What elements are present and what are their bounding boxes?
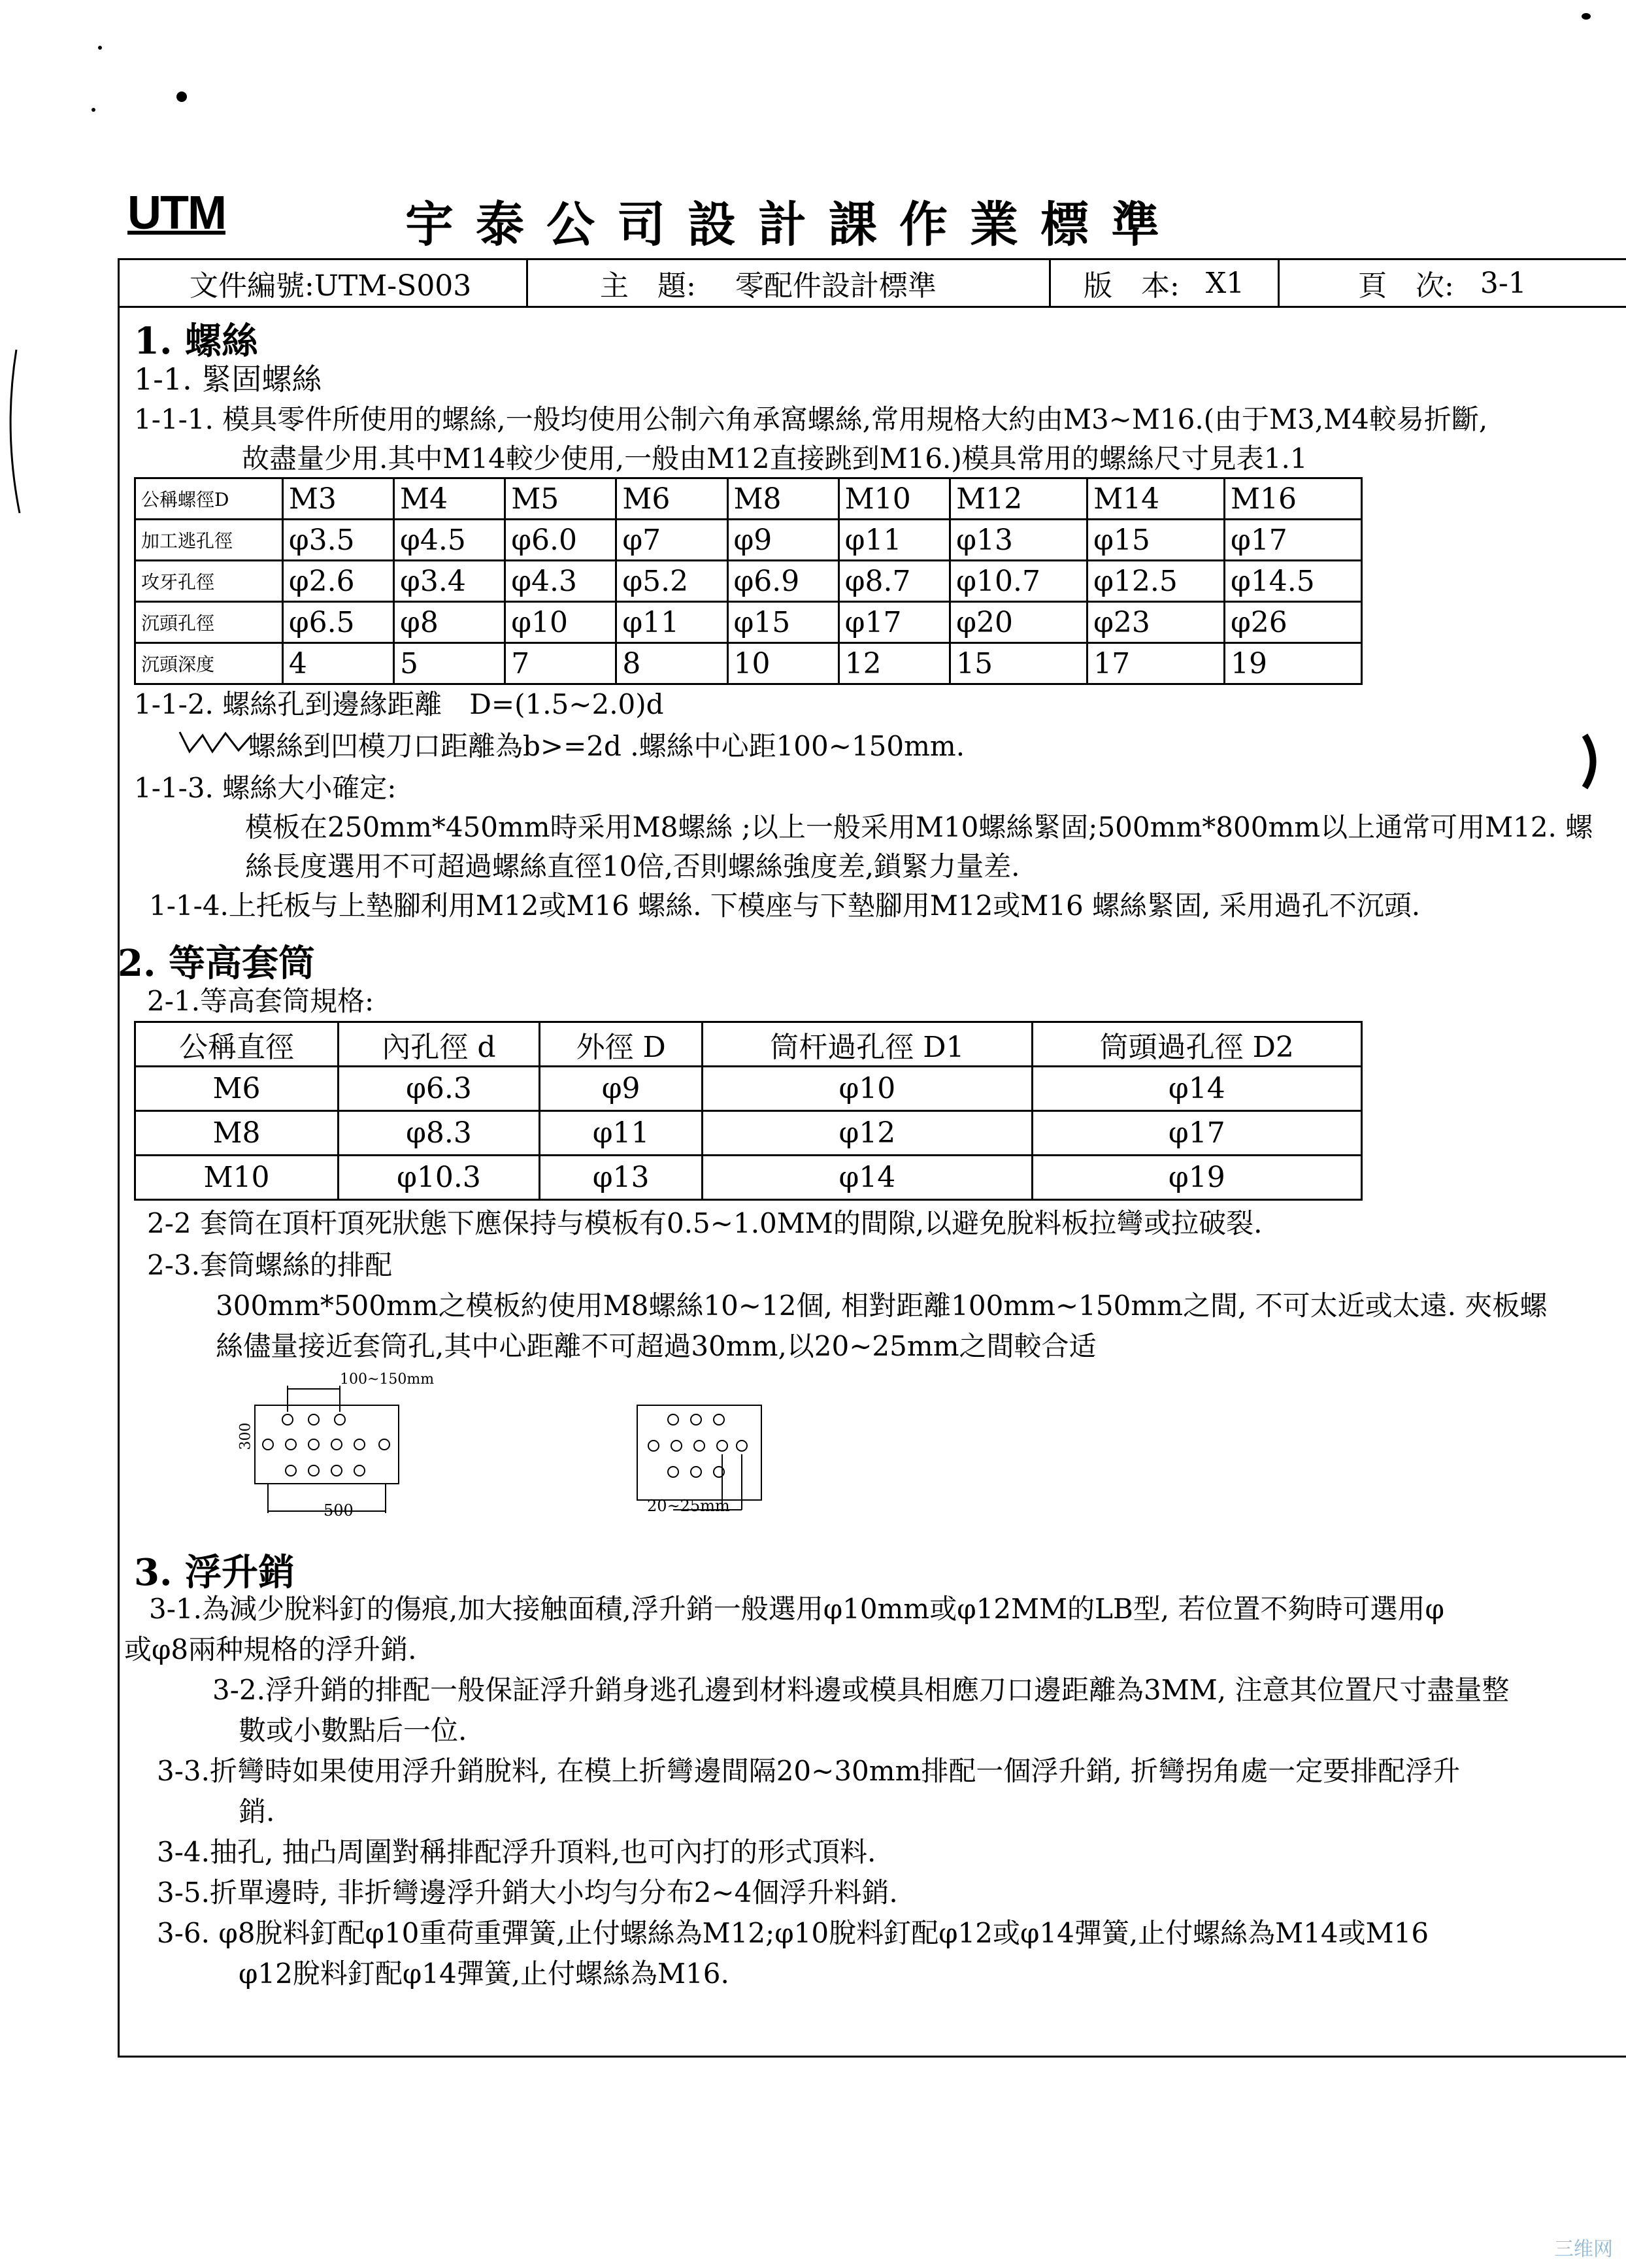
para-1-1-1a: 1-1-1. 模具零件所使用的螺絲,一般均使用公制六角承窩螺絲,常用規格大約由M3~M16.(由于M3,M4較易折斷, [134,403,1488,435]
screw-table-cell: φ15 [727,602,838,643]
para-3-3b: 銷. [239,1795,275,1827]
scan-mark-icon [0,346,26,516]
subject-value: 零配件設計標準 [735,269,937,303]
screw-table-cell: 12 [838,643,950,684]
subject-cell [528,260,1051,306]
sleeve-table-cell: φ6.3 [338,1067,539,1111]
screw-table-cell: φ11 [838,520,950,561]
sleeve-table-cell: φ11 [540,1111,703,1156]
sleeve-table-row [135,1067,1362,1111]
handwritten-mark-icon [176,725,255,758]
screw-table-row [135,643,1362,684]
screw-table-cell: φ3.5 [282,520,393,561]
para-3-2b: 數或小數點后一位. [239,1714,467,1746]
page-label: 頁 次: [1358,269,1454,303]
para-2-3a: 300mm*500mm之模板約使用M8螺絲10~12個, 相對距離100mm~150mm之間, 不可太近或太遠. 夾板螺 [216,1290,1548,1322]
scan-dot [1582,13,1591,20]
screw-table-cell: M3 [282,478,393,520]
screw-size-table [134,477,1363,685]
para-3-5: 3-5.折單邊時, 非折彎邊浮升銷大小均勻分布2~4個浮升料銷. [157,1876,898,1909]
screw-table-cell: φ4.5 [394,520,505,561]
sleeve-table-cell: φ8.3 [338,1111,539,1156]
screw-table-cell: φ6.0 [505,520,616,561]
screw-table-cell: φ8.7 [838,561,950,602]
version-value: X1 [1205,266,1245,300]
version-cell [1051,260,1280,306]
screw-table-cell: φ26 [1224,602,1361,643]
screw-table-cell: φ17 [838,602,950,643]
screw-table-cell: 19 [1224,643,1361,684]
para-3-1a: 3-1.為減少脫料釘的傷痕,加大接触面積,浮升銷一般選用φ10mm或φ12MM的LB型, 若位置不夠時可選用φ [149,1593,1444,1625]
version-label: 版 本: [1084,269,1180,303]
screw-table-cell: φ4.3 [505,561,616,602]
para-1-1-4: 1-1-4.上托板与上墊腳利用M12或M16 螺絲. 下模座与下墊腳用M12或M16 螺絲緊固, 采用過孔不沉頭. [149,890,1421,922]
sleeve-table-row-header: M10 [135,1156,339,1200]
screw-table-cell: 8 [616,643,727,684]
page-cell [1280,260,1626,306]
sleeve-spec-table [134,1021,1363,1201]
para-1-1-3: 1-1-3. 螺絲大小確定: [134,772,397,804]
info-bar [118,258,1626,308]
sleeve-table-cell: 外徑 D [540,1022,703,1067]
screw-table-row [135,520,1362,561]
screw-table-row-header: 沉頭孔徑 [135,602,283,643]
para-1-1-2b: 螺絲到凹模刀口距離為b>=2d .螺絲中心距100~150mm. [248,730,965,762]
sleeve-table-row-header: M8 [135,1111,339,1156]
screw-table-cell: φ5.2 [616,561,727,602]
screw-table-cell: 7 [505,643,616,684]
screw-table-cell: M5 [505,478,616,520]
screw-table-cell: φ6.5 [282,602,393,643]
screw-table-cell: 10 [727,643,838,684]
para-1-1-3a: 模板在250mm*450mm時采用M8螺絲 ;以上一般采用M10螺絲緊固;500mm*800mm以上通常可用M12. 螺 [245,811,1593,843]
page-title: 宇泰公司設計課作業標準 [405,197,1182,253]
screw-table-cell: 4 [282,643,393,684]
screw-table-cell: M16 [1224,478,1361,520]
para-1-1-1b: 故盡量少用.其中M14較少使用,一般由M12直接跳到M16.)模具常用的螺絲尺寸見表1.1 [242,442,1308,475]
sleeve-table-row-header: M6 [135,1067,339,1111]
screw-table-cell: φ13 [950,520,1087,561]
para-1-1-2a: 1-1-2. 螺絲孔到邊緣距離 D=(1.5~2.0)d [134,688,664,720]
diagram-2-bottom-label: 20~25mm [647,1497,730,1515]
sleeve-table-cell: φ10.3 [338,1156,539,1200]
section-1-title: 1. 螺絲 [134,320,258,363]
screw-table-cell: M8 [727,478,838,520]
para-3-6a: 3-6. φ8脫料釘配φ10重荷重彈簧,止付螺絲為M12;φ10脫料釘配φ12或φ14彈簧,止付螺絲為M14或M16 [157,1917,1429,1949]
subject-label: 主 題: [600,269,696,303]
screw-table-cell: φ7 [616,520,727,561]
screw-table-cell: φ23 [1087,602,1225,643]
para-3-2a: 3-2.浮升銷的排配一般保証浮升銷身逃孔邊到材料邊或模具相應刀口邊距離為3MM, 注意其位置尺寸盡量整 [212,1674,1510,1706]
diagram-1-bottom-label: 500 [324,1501,354,1520]
screw-table-cell: φ15 [1087,520,1225,561]
para-3-3a: 3-3.折彎時如果使用浮升銷脫料, 在模上折彎邊間隔20~30mm排配一個浮升銷, 折彎拐角處一定要排配浮升 [157,1755,1461,1787]
screw-layout-diagram-1 [229,1366,438,1523]
para-2-3b: 絲儘量接近套筒孔,其中心距離不可超過30mm,以20~25mm之間較合适 [216,1330,1097,1362]
screw-table-cell: M14 [1087,478,1225,520]
company-logo: UTM [127,187,225,239]
sleeve-table-cell: 內孔徑 d [338,1022,539,1067]
para-3-1b: 或φ8兩种規格的浮升銷. [124,1633,417,1665]
screw-table-cell: φ10 [505,602,616,643]
screw-table-row [135,561,1362,602]
sleeve-table-cell: φ14 [703,1156,1032,1200]
sleeve-table-cell: φ14 [1032,1067,1361,1111]
sleeve-table-cell: 筒杆過孔徑 D1 [703,1022,1032,1067]
screw-table-cell: M12 [950,478,1087,520]
screw-table-cell: 15 [950,643,1087,684]
screw-table-cell: φ14.5 [1224,561,1361,602]
watermark-logo: 三维网 [1554,2239,1613,2260]
screw-table-cell: 17 [1087,643,1225,684]
screw-table-cell: M10 [838,478,950,520]
para-3-4: 3-4.抽孔, 抽凸周圍對稱排配浮升頂料,也可內打的形式頂料. [157,1836,876,1868]
screw-table-cell: φ6.9 [727,561,838,602]
para-2-2: 2-2 套筒在頂杆頂死狀態下應保持与模板有0.5~1.0MM的間隙,以避免脫料板拉彎或拉破裂. [147,1207,1263,1239]
section-2-title: 2. 等高套筒 [118,942,315,985]
screw-table-cell: φ12.5 [1087,561,1225,602]
page-value: 3-1 [1480,266,1527,300]
diagram-1-top-label: 100~150mm [340,1371,435,1388]
screw-table-row-header: 沉頭深度 [135,643,283,684]
scan-dot [98,46,102,50]
sleeve-table-row [135,1111,1362,1156]
screw-table-row [135,478,1362,520]
scan-dot [176,92,187,102]
screw-table-cell: M6 [616,478,727,520]
section-3-title: 3. 浮升銷 [134,1551,295,1594]
screw-table-row-header: 攻牙孔徑 [135,561,283,602]
sleeve-table-cell: φ13 [540,1156,703,1200]
screw-table-cell: φ11 [616,602,727,643]
sleeve-table-cell: φ10 [703,1067,1032,1111]
screw-table-cell: φ8 [394,602,505,643]
sleeve-table-row [135,1156,1362,1200]
diagram-1-left-label: 300 [237,1422,254,1450]
sleeve-table-cell: φ17 [1032,1111,1361,1156]
sleeve-table-cell: φ12 [703,1111,1032,1156]
section-2-1-title: 2-1.等高套筒規格: [147,985,374,1017]
screw-table-cell: φ3.4 [394,561,505,602]
sleeve-table-cell: 筒頭過孔徑 D2 [1032,1022,1361,1067]
screw-table-row-header: 公稱螺徑D [135,478,283,520]
screw-table-cell: φ20 [950,602,1087,643]
para-2-3: 2-3.套筒螺絲的排配 [147,1249,392,1281]
sleeve-table-row [135,1022,1362,1067]
section-1-1-title: 1-1. 緊固螺絲 [134,361,322,397]
screw-table-cell: φ2.6 [282,561,393,602]
para-1-1-3b: 絲長度選用不可超過螺絲直徑10倍,否則螺絲強度差,鎖緊力量差. [245,850,1020,882]
screw-table-cell: φ9 [727,520,838,561]
doc-number: 文件編號:UTM-S003 [118,260,528,306]
para-3-6b: φ12脫料釘配φ14彈簧,止付螺絲為M16. [239,1958,729,1990]
sleeve-table-row-header: 公稱直徑 [135,1022,339,1067]
screw-table-cell: M4 [394,478,505,520]
screw-table-cell: φ10.7 [950,561,1087,602]
scan-dot [91,108,95,112]
sleeve-table-cell: φ19 [1032,1156,1361,1200]
screw-table-cell: φ17 [1224,520,1361,561]
sleeve-table-cell: φ9 [540,1067,703,1111]
screw-table-cell: 5 [394,643,505,684]
scan-mark-icon [1582,732,1601,791]
screw-table-row-header: 加工逃孔徑 [135,520,283,561]
screw-table-row [135,602,1362,643]
